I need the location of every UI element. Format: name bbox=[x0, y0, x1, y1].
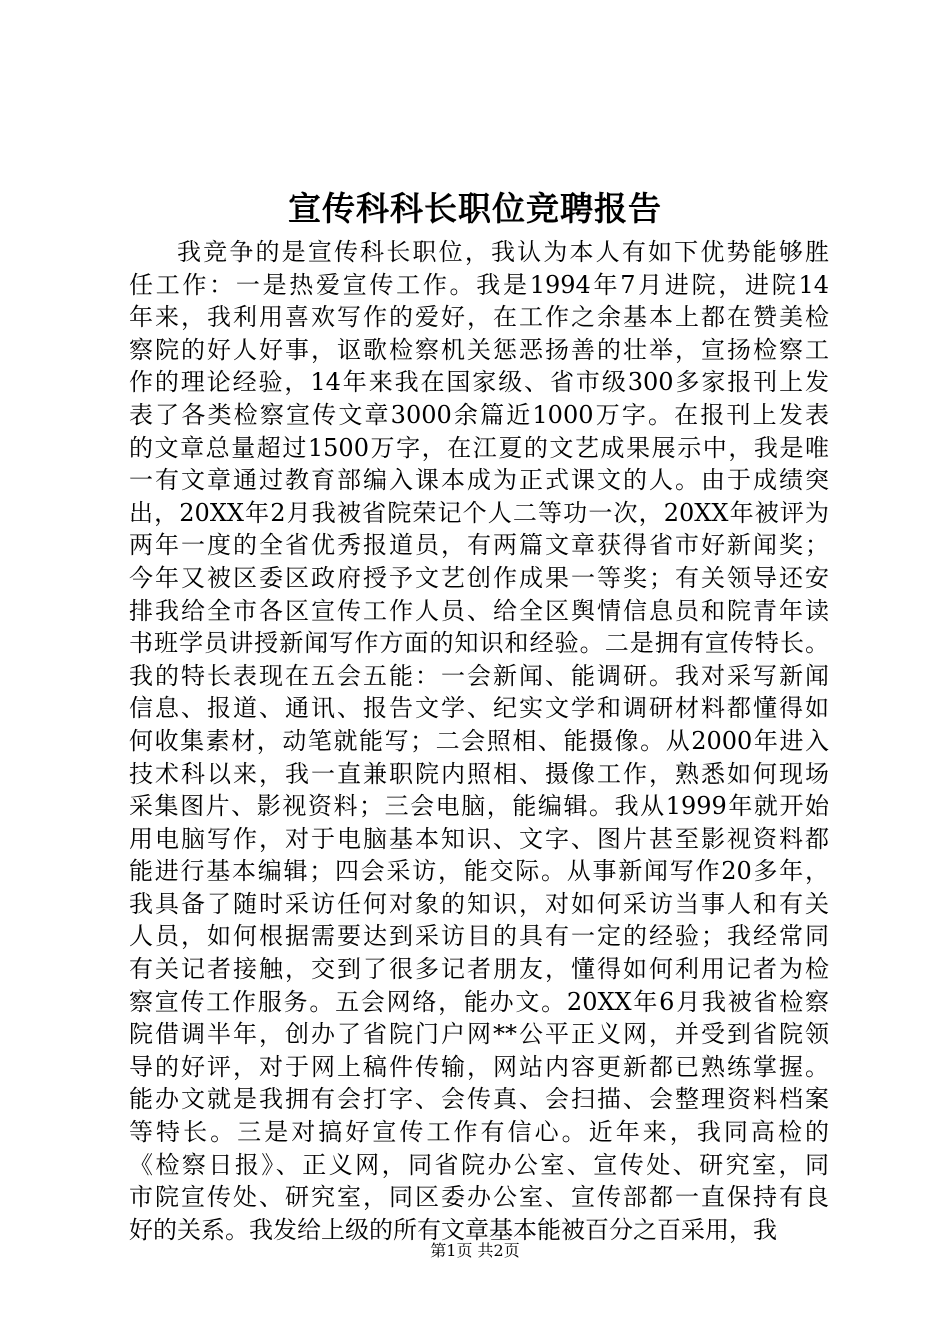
body-line: 采集图片、影视资料；三会电脑，能编辑。我从1999年就开始 bbox=[129, 792, 829, 821]
body-line: 我竞争的是宣传科长职位，我认为本人有如下优势能够胜 bbox=[177, 238, 829, 266]
body-line: 察宣传工作服务。五会网络，能办文。20XX年6月我被省检察 bbox=[129, 987, 829, 1016]
body-line: 书班学员讲授新闻写作方面的知识和经验。二是拥有宣传特长。 bbox=[129, 629, 829, 658]
body-line: 《检察日报》、正义网，同省院办公室、宣传处、研究室，同 bbox=[129, 1150, 829, 1179]
body-line: 院借调半年，创办了省院门户网**公平正义网，并受到省院领 bbox=[129, 1020, 829, 1049]
body-line: 我的特长表现在五会五能：一会新闻、能调研。我对采写新闻 bbox=[129, 661, 829, 690]
body-line: 用电脑写作，对于电脑基本知识、文字、图片甚至影视资料都 bbox=[129, 824, 829, 853]
body-line: 能进行基本编辑；四会采访，能交际。从事新闻写作20多年， bbox=[129, 857, 829, 886]
body-line: 何收集素材，动笔就能写；二会照相、能摄像。从2000年进入 bbox=[129, 726, 829, 755]
body-line: 今年又被区委区政府授予文艺创作成果一等奖；有关领导还安 bbox=[129, 563, 829, 592]
body-line: 能办文就是我拥有会打字、会传真、会扫描、会整理资料档案 bbox=[129, 1085, 829, 1114]
document-title: 宣传科科长职位竞聘报告 bbox=[288, 189, 662, 228]
body-line: 作的理论经验，14年来我在国家级、省市级300多家报刊上发 bbox=[129, 368, 829, 397]
body-line: 导的好评，对于网上稿件传输，网站内容更新都已熟练掌握。 bbox=[129, 1052, 829, 1081]
body-line: 信息、报道、通讯、报告文学、纪实文学和调研材料都懂得如 bbox=[129, 694, 829, 723]
body-line: 我具备了随时采访任何对象的知识，对如何采访当事人和有关 bbox=[129, 889, 829, 918]
body-line: 两年一度的全省优秀报道员，有两篇文章获得省市好新闻奖； bbox=[129, 531, 829, 560]
page-footer: 第1页 共2页 bbox=[430, 1241, 520, 1260]
body-line: 的文章总量超过1500万字，在江夏的文艺成果展示中，我是唯 bbox=[129, 433, 829, 462]
body-line: 好的关系。我发给上级的所有文章基本能被百分之百采用，我 bbox=[129, 1215, 777, 1244]
body-line: 年来，我利用喜欢写作的爱好，在工作之余基本上都在赞美检 bbox=[129, 303, 829, 332]
body-line: 市院宣传处、研究室，同区委办公室、宣传部都一直保持有良 bbox=[129, 1183, 829, 1212]
body-line: 察院的好人好事，讴歌检察机关惩恶扬善的壮举，宣扬检察工 bbox=[129, 335, 829, 364]
body-line: 等特长。三是对搞好宣传工作有信心。近年来，我同高检的 bbox=[129, 1118, 829, 1147]
body-line: 技术科以来，我一直兼职院内照相、摄像工作，熟悉如何现场 bbox=[129, 759, 829, 788]
body-line: 表了各类检察宣传文章3000余篇近1000万字。在报刊上发表 bbox=[129, 400, 829, 429]
body-line: 排我给全市各区宣传工作人员、给全区舆情信息员和院青年读 bbox=[129, 596, 829, 625]
body-line: 一有文章通过教育部编入课本成为正式课文的人。由于成绩突 bbox=[129, 466, 829, 495]
document-body bbox=[129, 236, 829, 1246]
body-line: 出，20XX年2月我被省院荣记个人二等功一次，20XX年被评为 bbox=[129, 498, 829, 527]
body-line: 任工作：一是热爱宣传工作。我是1994年7月进院，进院14 bbox=[129, 270, 829, 299]
body-line: 有关记者接触，交到了很多记者朋友，懂得如何利用记者为检 bbox=[129, 955, 829, 984]
body-line: 人员，如何根据需要达到采访目的具有一定的经验；我经常同 bbox=[129, 922, 829, 951]
